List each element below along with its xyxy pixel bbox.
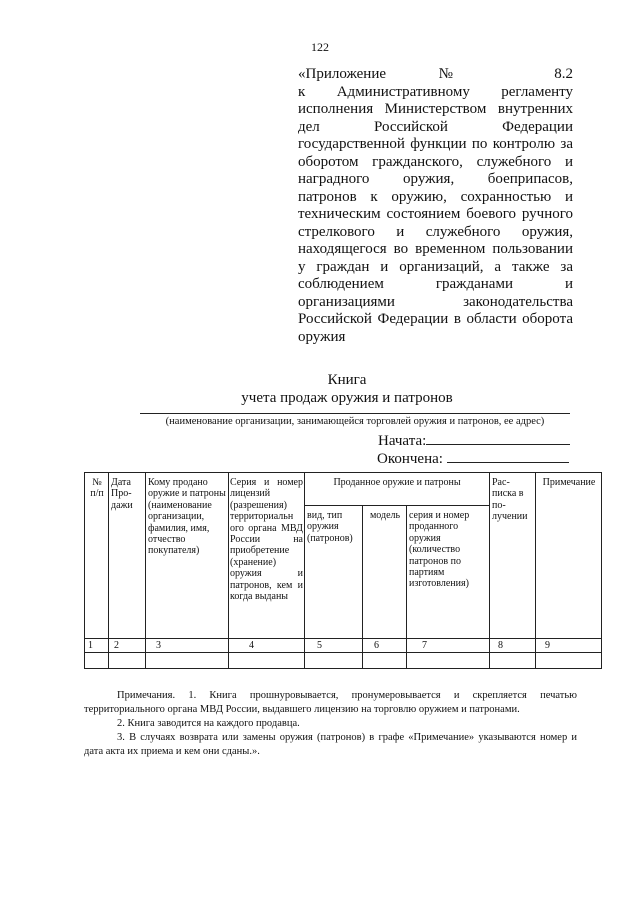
appendix-line: у граждан и организаций, а также за bbox=[298, 258, 573, 275]
appendix-line: Российской Федерации в области оборота bbox=[298, 311, 573, 327]
header-number: № п/п bbox=[90, 477, 104, 500]
header-sold-group: Проданное оружие и патроны bbox=[333, 477, 461, 488]
appendix-line: соблюдением гражданами и bbox=[298, 276, 573, 292]
appendix-line: организациями законодательства bbox=[298, 293, 573, 310]
note-item: Примечания. 1. Книга прошнуровывается, пронумеровывается и скрепляется печатью территориального органа МВД России, выдавшего лицензию на торговлю оружием и патронами. bbox=[84, 690, 577, 715]
column-number-cell: 8 bbox=[498, 640, 503, 651]
column-number-cell: 4 bbox=[249, 640, 254, 651]
finished-field bbox=[377, 448, 569, 468]
column-number-cell: 6 bbox=[374, 640, 379, 651]
note-item: 3. В случаях возврата или замены оружия (патронов) в графе «Примечание» указываются номер и дата акта их приема и кем они сданы.». bbox=[84, 732, 577, 757]
column-number-cell: 3 bbox=[156, 640, 161, 651]
finished-label: Окончена: bbox=[377, 451, 443, 467]
appendix-line: дел Российской Федерации bbox=[298, 118, 573, 135]
column-number-cell: 1 bbox=[88, 640, 93, 651]
column-number-cell: 5 bbox=[317, 640, 322, 651]
header-license: Серия и номер лицензий (разрешения) территориальн ого органа МВД России на приобретение (хранение) оружия и патронов, кем и когда выданы bbox=[230, 477, 303, 603]
column-number-cell: 7 bbox=[422, 640, 427, 651]
notes bbox=[84, 689, 577, 759]
appendix-line: оружия bbox=[298, 328, 346, 345]
appendix-line: техническим состоянием боевого ручного bbox=[298, 206, 573, 222]
appendix-line: находящегося во временном пользовании bbox=[298, 241, 573, 257]
appendix-line: «Приложение № 8.2 bbox=[298, 66, 573, 82]
started-field bbox=[378, 430, 570, 450]
appendix-header bbox=[298, 66, 573, 346]
finished-blank-line[interactable] bbox=[447, 448, 569, 463]
appendix-line: оборотом гражданского, служебного и bbox=[298, 153, 573, 170]
note-item: 2. Книга заводится на каждого продавца. bbox=[117, 718, 300, 729]
appendix-line: к Административному регламенту bbox=[298, 83, 573, 100]
page-number: 122 bbox=[311, 40, 329, 54]
organization-line bbox=[140, 413, 570, 414]
header-date: Дата Про- дажи bbox=[111, 477, 133, 511]
appendix-line: государственной функции по контролю за bbox=[298, 136, 573, 152]
book-subtitle: учета продаж оружия и патронов bbox=[241, 390, 453, 406]
column-number-cell: 2 bbox=[114, 640, 119, 651]
started-label: Начата: bbox=[378, 433, 427, 449]
header-serial: серия и номер проданного оружия (количество патронов по партиям изготовления) bbox=[409, 510, 470, 590]
started-blank-line[interactable] bbox=[426, 430, 570, 445]
appendix-line: исполнения Министерством внутренних bbox=[298, 101, 573, 117]
header-model: модель bbox=[369, 510, 401, 521]
appendix-line: наградного оружия, боеприпасов, bbox=[298, 171, 573, 187]
column-number-cell: 9 bbox=[545, 640, 550, 651]
header-receipt: Рас- писка в по- лучении bbox=[492, 477, 528, 523]
book-title: Книга bbox=[327, 372, 367, 388]
header-kind: вид, тип оружия (патронов) bbox=[307, 510, 353, 544]
header-buyer: Кому продано оружие и патроны (наименование организации, фамилия, имя, отчество покупателя) bbox=[148, 477, 226, 557]
register-table bbox=[84, 472, 602, 669]
organization-caption: (наименование организации, занимающейся торговлей оружия и патронов, ее адрес) bbox=[165, 416, 545, 427]
appendix-line: патронов к оружию, сохранностью и bbox=[298, 188, 573, 205]
header-note: Примечание bbox=[542, 477, 596, 488]
appendix-line: стрелкового и служебного оружия, bbox=[298, 223, 573, 240]
